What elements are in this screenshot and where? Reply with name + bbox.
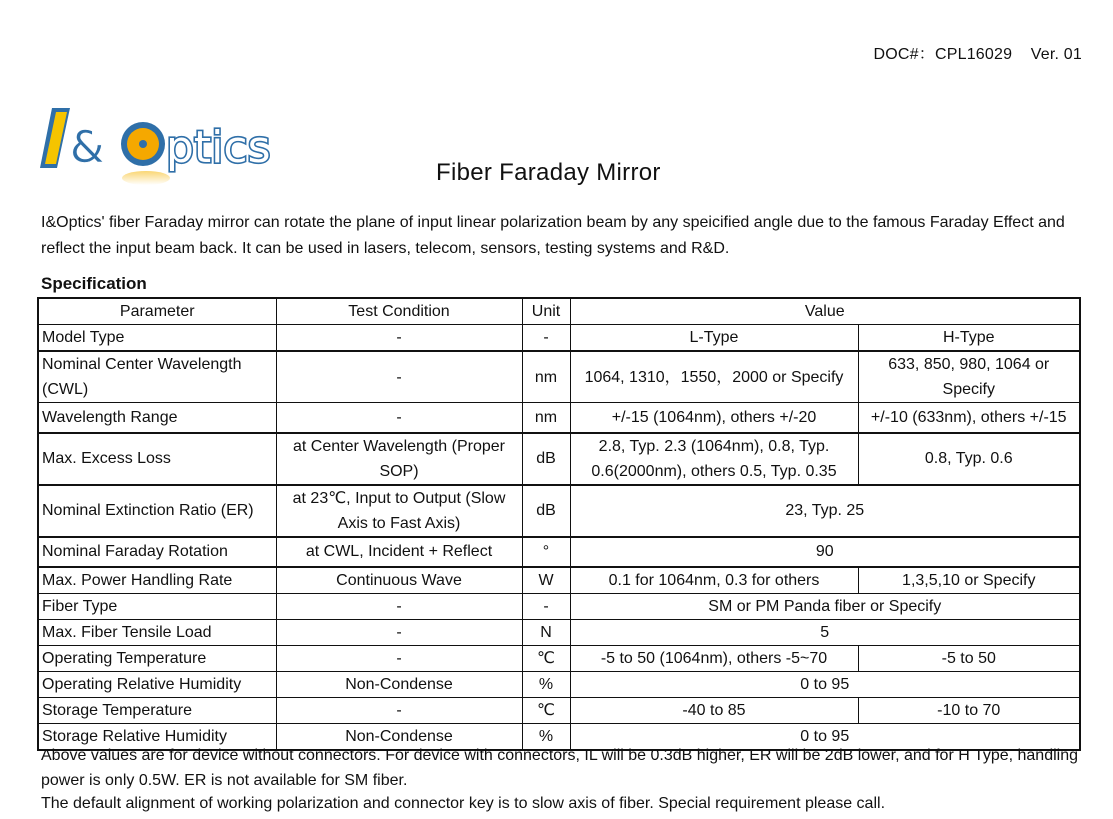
cell-parameter: Operating Temperature bbox=[38, 646, 276, 672]
cell-parameter: Model Type bbox=[38, 325, 276, 352]
cell-test-condition: - bbox=[276, 351, 522, 403]
cell-value: 23, Typ. 25 bbox=[570, 485, 1080, 537]
cell-test-condition: Non-Condense bbox=[276, 672, 522, 698]
cell-test-condition: - bbox=[276, 594, 522, 620]
cell-unit: % bbox=[522, 672, 570, 698]
cell-unit: % bbox=[522, 724, 570, 751]
header-test-condition: Test Condition bbox=[276, 298, 522, 325]
cell-test-condition: Non-Condense bbox=[276, 724, 522, 751]
cell-value-h-type: H-Type bbox=[858, 325, 1080, 352]
intro-paragraph: I&Optics' fiber Faraday mirror can rotate the plane of input linear polarization beam by any speicified angle due to the famous Faraday Effect and reflect the input beam back. It can be used in lasers, telecom, sensors, testing systems and R&D. bbox=[41, 214, 1065, 257]
cell-test-condition: - bbox=[276, 698, 522, 724]
cell-parameter: Fiber Type bbox=[38, 594, 276, 620]
cell-unit: ℃ bbox=[522, 646, 570, 672]
cell-test-condition: - bbox=[276, 325, 522, 352]
note-connectors: Above values are for device without connectors. For device with connectors, IL will be 0.3dB higher, ER will be 2dB lower, and for H Type, handling power is only 0.5W. ER is not available for SM fiber. bbox=[41, 747, 1079, 789]
cell-unit: ° bbox=[522, 537, 570, 567]
table-row bbox=[38, 567, 1080, 594]
cell-parameter: Max. Fiber Tensile Load bbox=[38, 620, 276, 646]
cell-unit: - bbox=[522, 594, 570, 620]
cell-parameter: Storage Temperature bbox=[38, 698, 276, 724]
page-title: Fiber Faraday Mirror bbox=[436, 159, 661, 186]
header-unit: Unit bbox=[522, 298, 570, 325]
table-row bbox=[38, 594, 1080, 620]
table-row bbox=[38, 433, 1080, 485]
table-row bbox=[38, 537, 1080, 567]
cell-unit: N bbox=[522, 620, 570, 646]
section-title: Specification bbox=[41, 274, 147, 293]
cell-value: 0 to 95 bbox=[570, 724, 1080, 751]
cell-unit: W bbox=[522, 567, 570, 594]
cell-test-condition: at 23℃, Input to Output (Slow Axis to Fast Axis) bbox=[276, 485, 522, 537]
cell-unit: nm bbox=[522, 351, 570, 403]
cell-test-condition: at CWL, Incident + Reflect bbox=[276, 537, 522, 567]
cell-test-condition: - bbox=[276, 620, 522, 646]
table-row bbox=[38, 325, 1080, 352]
cell-parameter: Max. Excess Loss bbox=[38, 433, 276, 485]
cell-parameter: Max. Power Handling Rate bbox=[38, 567, 276, 594]
cell-value: 90 bbox=[570, 537, 1080, 567]
cell-parameter: Storage Relative Humidity bbox=[38, 724, 276, 751]
svg-text:&: & bbox=[70, 122, 105, 173]
cell-unit: dB bbox=[522, 433, 570, 485]
table-row bbox=[38, 485, 1080, 537]
cell-unit: dB bbox=[522, 485, 570, 537]
cell-value-l-type: 1064, 1310，1550，2000 or Specify bbox=[570, 351, 858, 403]
cell-parameter: Operating Relative Humidity bbox=[38, 672, 276, 698]
cell-test-condition: Continuous Wave bbox=[276, 567, 522, 594]
cell-value-l-type: -40 to 85 bbox=[570, 698, 858, 724]
header-value: Value bbox=[570, 298, 1080, 325]
table-row bbox=[38, 698, 1080, 724]
cell-parameter: Wavelength Range bbox=[38, 403, 276, 433]
cell-unit: - bbox=[522, 325, 570, 352]
table-header-row bbox=[38, 298, 1080, 325]
cell-value-h-type: +/-10 (633nm), others +/-15 bbox=[858, 403, 1080, 433]
cell-value-h-type: 633, 850, 980, 1064 or Specify bbox=[858, 351, 1080, 403]
cell-value-l-type: -5 to 50 (1064nm), others -5~70 bbox=[570, 646, 858, 672]
company-logo bbox=[40, 100, 300, 190]
cell-value-h-type: -10 to 70 bbox=[858, 698, 1080, 724]
cell-value-l-type: 2.8, Typ. 2.3 (1064nm), 0.8, Typ. 0.6(2000nm), others 0.5, Typ. 0.35 bbox=[570, 433, 858, 485]
table-row bbox=[38, 620, 1080, 646]
svg-text:ptics: ptics bbox=[166, 122, 271, 173]
cell-test-condition: at Center Wavelength (Proper SOP) bbox=[276, 433, 522, 485]
cell-value-h-type: 1,3,5,10 or Specify bbox=[858, 567, 1080, 594]
cell-parameter: Nominal Center Wavelength (CWL) bbox=[38, 351, 276, 403]
cell-value-h-type: 0.8, Typ. 0.6 bbox=[858, 433, 1080, 485]
doc-number: DOC#：CPL16029 Ver. 01 bbox=[873, 46, 1082, 63]
header-parameter: Parameter bbox=[38, 298, 276, 325]
cell-test-condition: - bbox=[276, 646, 522, 672]
cell-unit: ℃ bbox=[522, 698, 570, 724]
spec-table bbox=[37, 297, 1081, 751]
cell-value-l-type: L-Type bbox=[570, 325, 858, 352]
cell-value-l-type: 0.1 for 1064nm, 0.3 for others bbox=[570, 567, 858, 594]
table-row bbox=[38, 672, 1080, 698]
cell-unit: nm bbox=[522, 403, 570, 433]
note-alignment: The default alignment of working polarization and connector key is to slow axis of fiber. Special requirement please call. bbox=[41, 795, 886, 812]
cell-parameter: Nominal Faraday Rotation bbox=[38, 537, 276, 567]
cell-value-h-type: -5 to 50 bbox=[858, 646, 1080, 672]
cell-value: SM or PM Panda fiber or Specify bbox=[570, 594, 1080, 620]
notes bbox=[41, 743, 1081, 816]
cell-value-l-type: +/-15 (1064nm), others +/-20 bbox=[570, 403, 858, 433]
cell-parameter: Nominal Extinction Ratio (ER) bbox=[38, 485, 276, 537]
table-row bbox=[38, 403, 1080, 433]
cell-value: 5 bbox=[570, 620, 1080, 646]
table-row bbox=[38, 351, 1080, 403]
table-row bbox=[38, 646, 1080, 672]
cell-value: 0 to 95 bbox=[570, 672, 1080, 698]
cell-test-condition: - bbox=[276, 403, 522, 433]
